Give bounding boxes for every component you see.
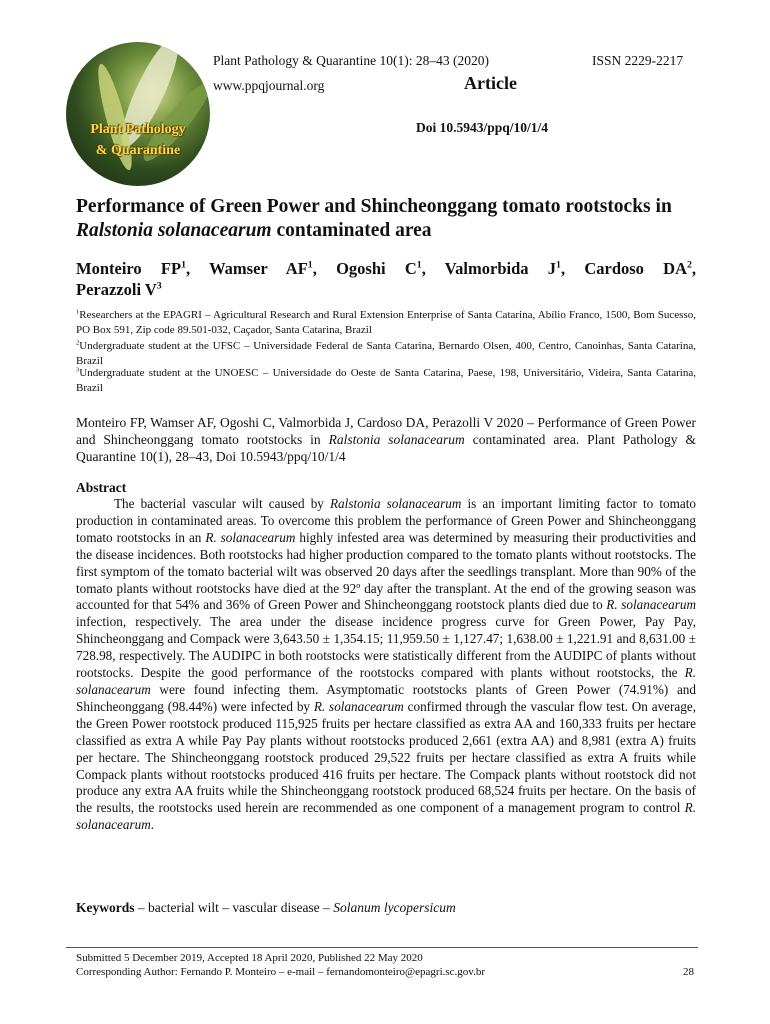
article-type-label: Article bbox=[464, 73, 517, 93]
abstract-body: The bacterial vascular wilt caused by Ralstonia solanacearum is an important limiting factor to tomato production in contaminated areas. To overcome this problem the performance of Green Power and Shincheonggang tomato rootstocks in an R. solanacearum highly infested area was determined by measuring their productivities and the disease incidences. Both rootstocks had higher production compared to the tomato plants without rootstocks. The first symptom of the tomato bacterial wilt was observed 20 days after the seedlings transplant. More than 90% of the tomato plants without rootstocks have died at the 92º day after the transplant. At the end of the growing season was accounted for that 54% and 36% of Green Power and Shincheonggang rootstock plants died due to R. solanacearum infection, respectively. The area under the disease incidence progress curve for Green Power, Pay Pay, Shincheonggang and Compack were 3,643.50 ± 1,354.15; 11,959.50 ± 1,127.47; 1,638.00 ± 1,221.91 and 8,631.00 ± 728.98, respectively. The AUDIPC in both rootstocks were statistically different from the AUDIPC of plants without rootstocks. Despite the good performance of the rootstocks compared with plants without rootstocks, the R. solanacearum were found infecting them. Asymptomatic rootstocks plants of Green Power (74.91%) and Shincheonggang (98.44%) were infected by R. solanacearum confirmed through the vascular flow test. On average, the Green Power rootstock produced 115,925 fruits per hectare classified as extra AA and 160,333 fruits per hectare classified as extra A while Pay Pay plants without rootstocks produced 2,661 (extra AA) and 8,981 (extra A) fruits per hectare. The Shincheonggang rootstock produced 29,522 fruits per hectare classified as extra A fruits while Compack plants without rootstocks produced 416 fruits per hectare. The Compack plants without rootstock did not produce any extra AA fruits while the Shincheonggang rootstock produced 68,524 fruits per hectare. On the basis of the results, the rootstocks used herein are recommended as one component of a management program to control R. solanacearum. bbox=[76, 496, 697, 833]
footer-divider bbox=[66, 947, 698, 948]
author: Valmorbida $J^1$, bbox=[444, 259, 566, 278]
author: Monteiro $FP^1$, bbox=[76, 259, 191, 278]
page-number: 28 bbox=[683, 966, 694, 978]
author-list bbox=[76, 258, 696, 280]
how-to-cite: Monteiro FP, Wamser AF, Ogoshi C, Valmorbida J, Cardoso DA, Perazolli V 2020 – Performance of Green Power and Shincheonggang tomato rootstocks in Ralstonia solanacearum contaminated area. Plant Pathology & Quarantine 10(1), 28–43, Doi 10.5943/ppq/10/1/4 bbox=[76, 415, 696, 464]
journal-url[interactable]: www.ppqjournal.org bbox=[213, 78, 325, 93]
logo-text-line1: Plant Pathology bbox=[90, 122, 186, 137]
journal-logo bbox=[66, 42, 210, 186]
affiliation: $^1$Researchers at the EPAGRI – Agricultural Research and Rural Extension Enterprise of Santa Catarina, Abílio Franco, 1500, Bom Sucesso, PO Box 591, Zip code 89.501-032, Caçador, Santa Catarina, Brazil bbox=[76, 308, 696, 336]
affiliation: $^3$Undergraduate student at the UNOESC – Universidade do Oeste de Santa Catarina, Paese, 198, Universitário, Videira, Santa Catarina, Brazil bbox=[76, 366, 696, 394]
title-text: contaminated area bbox=[271, 220, 432, 241]
issn: ISSN 2229-2217 bbox=[592, 53, 684, 68]
submission-dates: Submitted 5 December 2019, Accepted 18 April 2020, Published 22 May 2020 bbox=[76, 952, 423, 964]
author: Perazzoli $V^3$ bbox=[76, 280, 162, 299]
author: Ogoshi $C^1$, bbox=[336, 259, 426, 278]
journal-citation: Plant Pathology & Quarantine 10(1): 28–43 (2020) bbox=[213, 53, 489, 68]
affiliation: $^2$Undergraduate student at the UFSC – Universidade Federal de Santa Catarina, Bernardo Olsen, 400, Centro, Canoinhas, Santa Catarina, Brazil bbox=[76, 339, 696, 367]
author: Wamser $AF^1$, bbox=[209, 259, 317, 278]
keywords-label: Keywords bbox=[76, 900, 135, 915]
author: Cardoso $DA^2$, bbox=[584, 259, 697, 278]
corresponding-author: Corresponding Author: Fernando P. Monteiro – e-mail – fernandomonteiro@epagri.sc.gov.br bbox=[76, 966, 486, 978]
keywords: Keywords – bacterial wilt – vascular disease – Solanum lycopersicum bbox=[76, 900, 456, 915]
doi[interactable]: Doi 10.5943/ppq/10/1/4 bbox=[416, 120, 549, 135]
logo-text-line2: & Quarantine bbox=[95, 143, 181, 158]
paper-title bbox=[76, 195, 696, 243]
title-italic: Ralstonia solanacearum bbox=[76, 220, 272, 241]
abstract-heading: Abstract bbox=[76, 480, 127, 495]
title-text: Performance of Green Power and Shincheonggang tomato rootstocks in bbox=[76, 196, 672, 217]
